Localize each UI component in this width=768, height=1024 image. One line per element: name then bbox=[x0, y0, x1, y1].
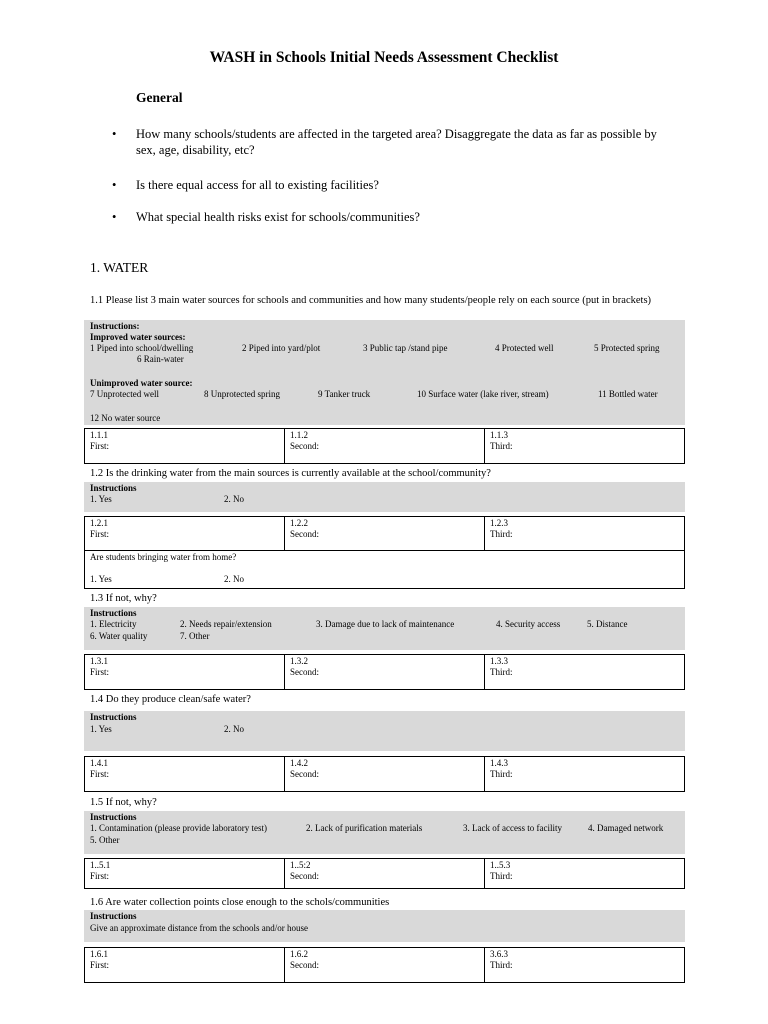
cell-label: Third: bbox=[490, 769, 513, 779]
option: 5 Protected spring bbox=[594, 343, 660, 353]
cell-code: 1.2.1 bbox=[90, 518, 108, 528]
bullet-text: Is there equal access for all to existing facilities? bbox=[136, 178, 379, 192]
bullet-item bbox=[112, 209, 672, 225]
cell-code: 1.4.2 bbox=[290, 758, 308, 768]
bullet-item bbox=[112, 126, 672, 160]
answer-table-1-4 bbox=[84, 756, 685, 792]
extra-question: Are students bringing water from home? bbox=[90, 552, 237, 562]
answer-cell[interactable] bbox=[285, 948, 485, 982]
option: 4. Security access bbox=[496, 619, 561, 629]
question-1-3: 1.3 If not, why? bbox=[90, 593, 157, 604]
answer-table-1-2 bbox=[84, 516, 685, 551]
instructions-label: Instructions bbox=[90, 911, 137, 921]
option: 3 Public tap /stand pipe bbox=[363, 343, 448, 353]
option: 9 Tanker truck bbox=[318, 389, 371, 399]
cell-label: Second: bbox=[290, 871, 319, 881]
instructions-1-4 bbox=[84, 711, 685, 751]
question-1-2: 1.2 Is the drinking water from the main sources is currently available at the school/community? bbox=[90, 468, 491, 479]
option: 2. No bbox=[224, 574, 244, 584]
cell-code: 1..5.1 bbox=[90, 860, 111, 870]
answer-table-1-3 bbox=[84, 654, 685, 690]
option: 4. Damaged network bbox=[588, 823, 664, 833]
document-title: WASH in Schools Initial Needs Assessment Checklist bbox=[209, 49, 559, 66]
cell-label: Second: bbox=[290, 960, 319, 970]
option: 1. Yes bbox=[90, 724, 112, 734]
answer-cell[interactable] bbox=[485, 517, 684, 550]
cell-code: 1.6.2 bbox=[290, 949, 308, 959]
cell-label: Second: bbox=[290, 529, 319, 539]
instructions-1-1 bbox=[84, 320, 685, 425]
answer-cell[interactable] bbox=[85, 948, 285, 982]
cell-label: Third: bbox=[490, 441, 513, 451]
instructions-label: Instructions: bbox=[90, 321, 140, 331]
answer-cell[interactable] bbox=[85, 757, 285, 791]
option: 6 Rain-water bbox=[137, 354, 184, 364]
option: 1. Yes bbox=[90, 494, 112, 504]
instructions-label: Instructions bbox=[90, 812, 137, 822]
bullet-text: What special health risks exist for schools/communities? bbox=[136, 210, 420, 224]
option: 1. Electricity bbox=[90, 619, 137, 629]
unimproved-label: Unimproved water source: bbox=[90, 378, 193, 388]
instructions-label: Instructions bbox=[90, 712, 137, 722]
answer-cell[interactable] bbox=[285, 429, 485, 463]
instructions-1-5 bbox=[84, 811, 685, 854]
option: 2. Lack of purification materials bbox=[306, 823, 423, 833]
option: 1. Contamination (please provide laboratory test) bbox=[90, 823, 267, 833]
option: 3. Lack of access to facility bbox=[463, 823, 562, 833]
option: 11 Bottled water bbox=[598, 389, 658, 399]
bullet-symbol: • bbox=[112, 127, 117, 141]
answer-table-1-6 bbox=[84, 947, 685, 983]
instructions-label: Instructions bbox=[90, 483, 137, 493]
answer-cell[interactable] bbox=[285, 757, 485, 791]
answer-cell[interactable] bbox=[485, 948, 684, 982]
option: 5. Distance bbox=[587, 619, 628, 629]
option: 2. Needs repair/extension bbox=[180, 619, 272, 629]
instructions-label: Instructions bbox=[90, 608, 137, 618]
cell-code: 3.6.3 bbox=[490, 949, 508, 959]
cell-label: Second: bbox=[290, 441, 319, 451]
option: 8 Unprotected spring bbox=[204, 389, 280, 399]
answer-cell[interactable] bbox=[285, 655, 485, 689]
cell-code: 1.4.3 bbox=[490, 758, 508, 768]
bullet-symbol: • bbox=[112, 178, 117, 192]
question-1-5: 1.5 If not, why? bbox=[90, 797, 157, 808]
cell-code: 1.2.3 bbox=[490, 518, 508, 528]
option: 12 No water source bbox=[90, 413, 161, 423]
cell-code: 1.3.2 bbox=[290, 656, 308, 666]
cell-label: First: bbox=[90, 529, 110, 539]
cell-code: 1.4.1 bbox=[90, 758, 108, 768]
cell-label: First: bbox=[90, 667, 110, 677]
option: 1 Piped into school/dwelling bbox=[90, 343, 194, 353]
cell-code: 1.3.1 bbox=[90, 656, 108, 666]
question-1-4: 1.4 Do they produce clean/safe water? bbox=[90, 694, 251, 705]
instructions-1-6 bbox=[84, 910, 685, 942]
answer-table-1-5 bbox=[84, 858, 685, 889]
cell-code: 1..5:2 bbox=[290, 860, 311, 870]
question-1-6: 1.6 Are water collection points close enough to the schols/communities bbox=[90, 897, 390, 908]
bullet-symbol: • bbox=[112, 210, 117, 224]
cell-label: First: bbox=[90, 871, 110, 881]
option: 2. No bbox=[224, 494, 244, 504]
option: 2 Piped into yard/plot bbox=[242, 343, 321, 353]
cell-code: 1.1.3 bbox=[490, 430, 508, 440]
cell-code: 1.3.3 bbox=[490, 656, 508, 666]
cell-label: Third: bbox=[490, 529, 513, 539]
cell-label: First: bbox=[90, 960, 110, 970]
option: 4 Protected well bbox=[495, 343, 554, 353]
instruction-text: Give an approximate distance from the schools and/or house bbox=[90, 923, 308, 933]
answer-cell[interactable] bbox=[85, 859, 285, 888]
question-1-1: 1.1 Please list 3 main water sources for schools and communities and how many students/people rely on each source (put in brackets) bbox=[90, 295, 652, 306]
general-heading: General bbox=[136, 90, 183, 105]
cell-label: Third: bbox=[490, 667, 513, 677]
bullet-item bbox=[112, 177, 672, 193]
answer-cell[interactable] bbox=[485, 859, 684, 888]
answer-table-1-1 bbox=[84, 428, 685, 464]
option: 7 Unprotected well bbox=[90, 389, 159, 399]
cell-label: First: bbox=[90, 769, 110, 779]
answer-cell[interactable] bbox=[85, 655, 285, 689]
cell-label: Third: bbox=[490, 871, 513, 881]
cell-label: First: bbox=[90, 441, 110, 451]
cell-label: Second: bbox=[290, 769, 319, 779]
cell-code: 1.1.2 bbox=[290, 430, 308, 440]
cell-label: Second: bbox=[290, 667, 319, 677]
answer-cell[interactable] bbox=[485, 757, 684, 791]
cell-code: 1.6.1 bbox=[90, 949, 108, 959]
extra-question-box[interactable] bbox=[84, 551, 685, 589]
option: 7. Other bbox=[180, 631, 210, 641]
cell-label: Third: bbox=[490, 960, 513, 970]
cell-code: 1.2.2 bbox=[290, 518, 308, 528]
cell-code: 1..5.3 bbox=[490, 860, 511, 870]
cell-code: 1.1.1 bbox=[90, 430, 108, 440]
option: 5. Other bbox=[90, 835, 120, 845]
instructions-1-2 bbox=[84, 482, 685, 512]
instructions-1-3 bbox=[84, 607, 685, 650]
option: 6. Water quality bbox=[90, 631, 148, 641]
answer-cell[interactable] bbox=[485, 429, 684, 463]
option: 1. Yes bbox=[90, 574, 112, 584]
answer-cell[interactable] bbox=[85, 429, 285, 463]
improved-label: Improved water sources: bbox=[90, 332, 186, 342]
answer-cell[interactable] bbox=[485, 655, 684, 689]
answer-cell[interactable] bbox=[285, 517, 485, 550]
answer-cell[interactable] bbox=[85, 517, 285, 550]
option: 2. No bbox=[224, 724, 244, 734]
bullet-text: How many schools/students are affected in the targeted area? Disaggregate the data as far as possible by sex, age, disability, etc? bbox=[136, 127, 657, 157]
option: 3. Damage due to lack of maintenance bbox=[316, 619, 455, 629]
section-heading-water: 1. WATER bbox=[90, 260, 149, 275]
option: 10 Surface water (lake river, stream) bbox=[417, 389, 549, 399]
answer-cell[interactable] bbox=[285, 859, 485, 888]
